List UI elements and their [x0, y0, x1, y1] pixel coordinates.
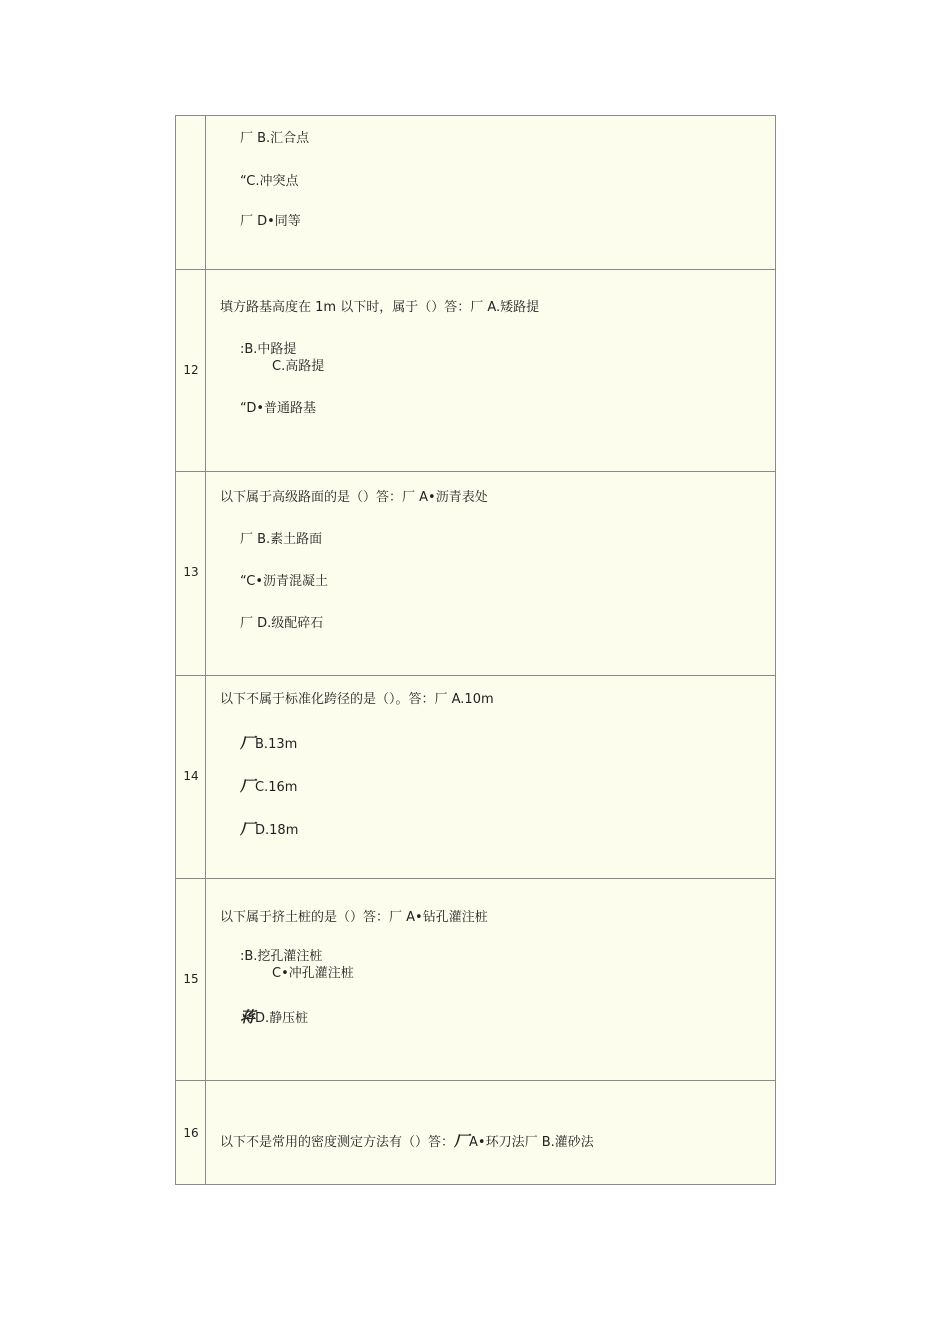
- row-number: 12: [183, 363, 199, 377]
- row-number-cell: [176, 116, 206, 269]
- option-b[interactable]: 厂 B.汇合点: [240, 131, 310, 146]
- row-number-cell: [176, 472, 206, 675]
- option-label: B.13m: [255, 737, 298, 752]
- radio-mark-icon: 厂: [240, 777, 256, 795]
- question-cell: [206, 1081, 775, 1184]
- question-cell: [206, 472, 775, 675]
- row-number: 16: [183, 1126, 199, 1140]
- option-c[interactable]: “C.冲突点: [240, 174, 299, 189]
- table-row: [176, 879, 775, 1081]
- option-label: D.静压桩: [255, 1011, 309, 1026]
- question-cell: [206, 676, 775, 878]
- row-number-cell: [176, 676, 206, 878]
- option-labels[interactable]: A•环刀法厂 B.灌砂法: [469, 1135, 594, 1150]
- question-cell: [206, 116, 775, 269]
- option-d[interactable]: [240, 821, 298, 839]
- option-d[interactable]: “D•普通路基: [240, 401, 317, 416]
- table-row: [176, 116, 775, 270]
- option-c[interactable]: “C•沥青混凝土: [240, 574, 329, 589]
- question-text: 以下不属于标准化跨径的是（）。答：厂 A.10m: [220, 692, 494, 707]
- question-text: [220, 1133, 594, 1151]
- option-c[interactable]: C•冲孔灌注桩: [272, 966, 354, 981]
- row-number-cell: [176, 1081, 206, 1184]
- radio-mark-icon: 厂: [454, 1132, 470, 1150]
- option-c[interactable]: [240, 778, 297, 796]
- question-text: 以下属于高级路面的是（）答：厂 A•沥青表处: [220, 490, 488, 505]
- option-label: C.16m: [255, 780, 298, 795]
- row-number: 15: [183, 972, 199, 986]
- radio-mark-icon: 厂: [240, 820, 256, 838]
- table-row: [176, 472, 775, 676]
- table-row: [176, 676, 775, 879]
- table-row: [176, 1081, 775, 1185]
- question-cell: [206, 879, 775, 1080]
- row-number-cell: [176, 270, 206, 471]
- option-b[interactable]: 厂 B.素土路面: [240, 532, 323, 547]
- question-table: [175, 115, 776, 1185]
- question-cell: [206, 270, 775, 471]
- question-text: 以下属于挤土桩的是（）答：厂 A•钻孔灌注桩: [220, 910, 488, 925]
- row-number-cell: [176, 879, 206, 1080]
- row-number: 13: [183, 565, 199, 579]
- question-stem: 以下不是常用的密度测定方法有（）答：: [220, 1135, 455, 1150]
- option-b[interactable]: :B.挖孔灌注桩: [240, 949, 323, 964]
- option-c[interactable]: C.高路提: [272, 359, 325, 374]
- option-b[interactable]: [240, 735, 297, 753]
- table-row: [176, 270, 775, 472]
- option-d[interactable]: [240, 1009, 308, 1027]
- option-label: D.18m: [255, 823, 299, 838]
- option-d[interactable]: 厂 D•同等: [240, 214, 301, 229]
- radio-mark-icon: 厂: [240, 734, 256, 752]
- option-b[interactable]: :B.中路提: [240, 342, 297, 357]
- option-d[interactable]: 厂 D.级配碎石: [240, 616, 324, 631]
- row-number: 14: [183, 769, 199, 783]
- question-text: 填方路基高度在 1m 以下时，属于（）答：厂 A.矮路提: [220, 300, 540, 315]
- radio-mark-icon: 蒋: [240, 1008, 256, 1026]
